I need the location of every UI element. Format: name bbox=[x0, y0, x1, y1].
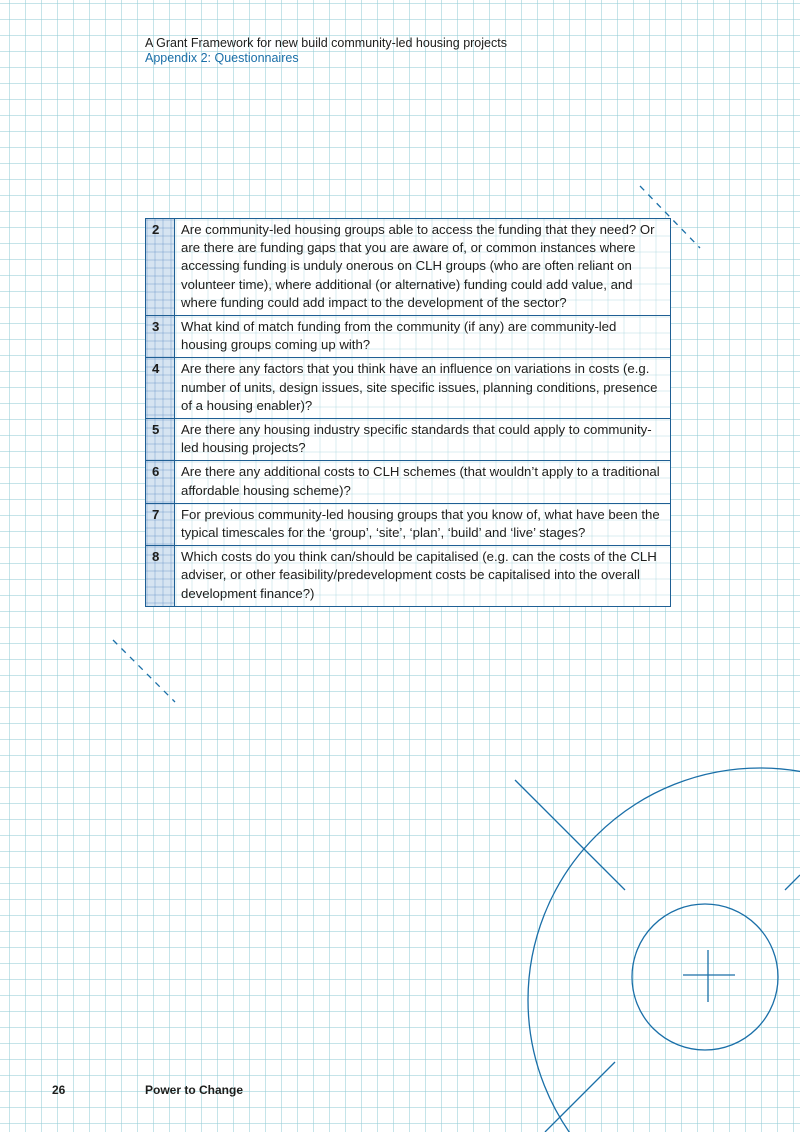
question-number: 5 bbox=[146, 419, 175, 461]
table-row bbox=[146, 503, 671, 545]
small-circle bbox=[632, 904, 778, 1050]
large-circle bbox=[528, 768, 800, 1132]
question-number: 7 bbox=[146, 503, 175, 545]
questions-table bbox=[145, 218, 671, 607]
footer-brand: Power to Change bbox=[145, 1083, 244, 1097]
section-subtitle: Appendix 2: Questionnaires bbox=[145, 51, 299, 65]
question-number: 2 bbox=[146, 219, 175, 316]
question-text: Are there any housing industry specific standards that could apply to community-led housing projects? bbox=[175, 419, 671, 461]
table-row bbox=[146, 358, 671, 419]
diagonal-line-right bbox=[785, 875, 800, 890]
table-row bbox=[146, 461, 671, 503]
page-number: 26 bbox=[52, 1083, 66, 1097]
table-row bbox=[146, 316, 671, 358]
question-text: For previous community-led housing groups that you know of, what have been the typical timescales for the ‘group’, ‘site’, ‘plan’, ‘build’ and ‘live’ stages? bbox=[175, 503, 671, 545]
question-text: What kind of match funding from the community (if any) are community-led housing groups coming up with? bbox=[175, 316, 671, 358]
question-number: 6 bbox=[146, 461, 175, 503]
question-text: Are there any additional costs to CLH schemes (that wouldn’t apply to a traditional affordable housing scheme)? bbox=[175, 461, 671, 503]
question-text: Which costs do you think can/should be capitalised (e.g. can the costs of the CLH adviser, or other feasibility/predevelopment costs be capitalised into the overall development finance?) bbox=[175, 546, 671, 607]
table-row bbox=[146, 219, 671, 316]
page-header bbox=[145, 36, 507, 66]
diagonal-line-upper bbox=[515, 780, 625, 890]
question-number: 4 bbox=[146, 358, 175, 419]
question-text: Are community-led housing groups able to access the funding that they need? Or are there are funding gaps that you are aware of, or common instances where accessing funding is unduly onerous on CLH groups (who are often reliant on volunteer time), where additional (or alternative) funding could add value, and where funding could add impact to the development of the sector? bbox=[175, 219, 671, 316]
document-title: A Grant Framework for new build community-led housing projects bbox=[145, 36, 507, 50]
dashed-line-bottom-left bbox=[113, 640, 175, 702]
diagonal-line-lower bbox=[545, 1062, 615, 1132]
table-row bbox=[146, 419, 671, 461]
question-number: 3 bbox=[146, 316, 175, 358]
question-number: 8 bbox=[146, 546, 175, 607]
question-text: Are there any factors that you think have an influence on variations in costs (e.g. number of units, design issues, site specific issues, planning conditions, presence of a housing enabler)? bbox=[175, 358, 671, 419]
table-row bbox=[146, 546, 671, 607]
